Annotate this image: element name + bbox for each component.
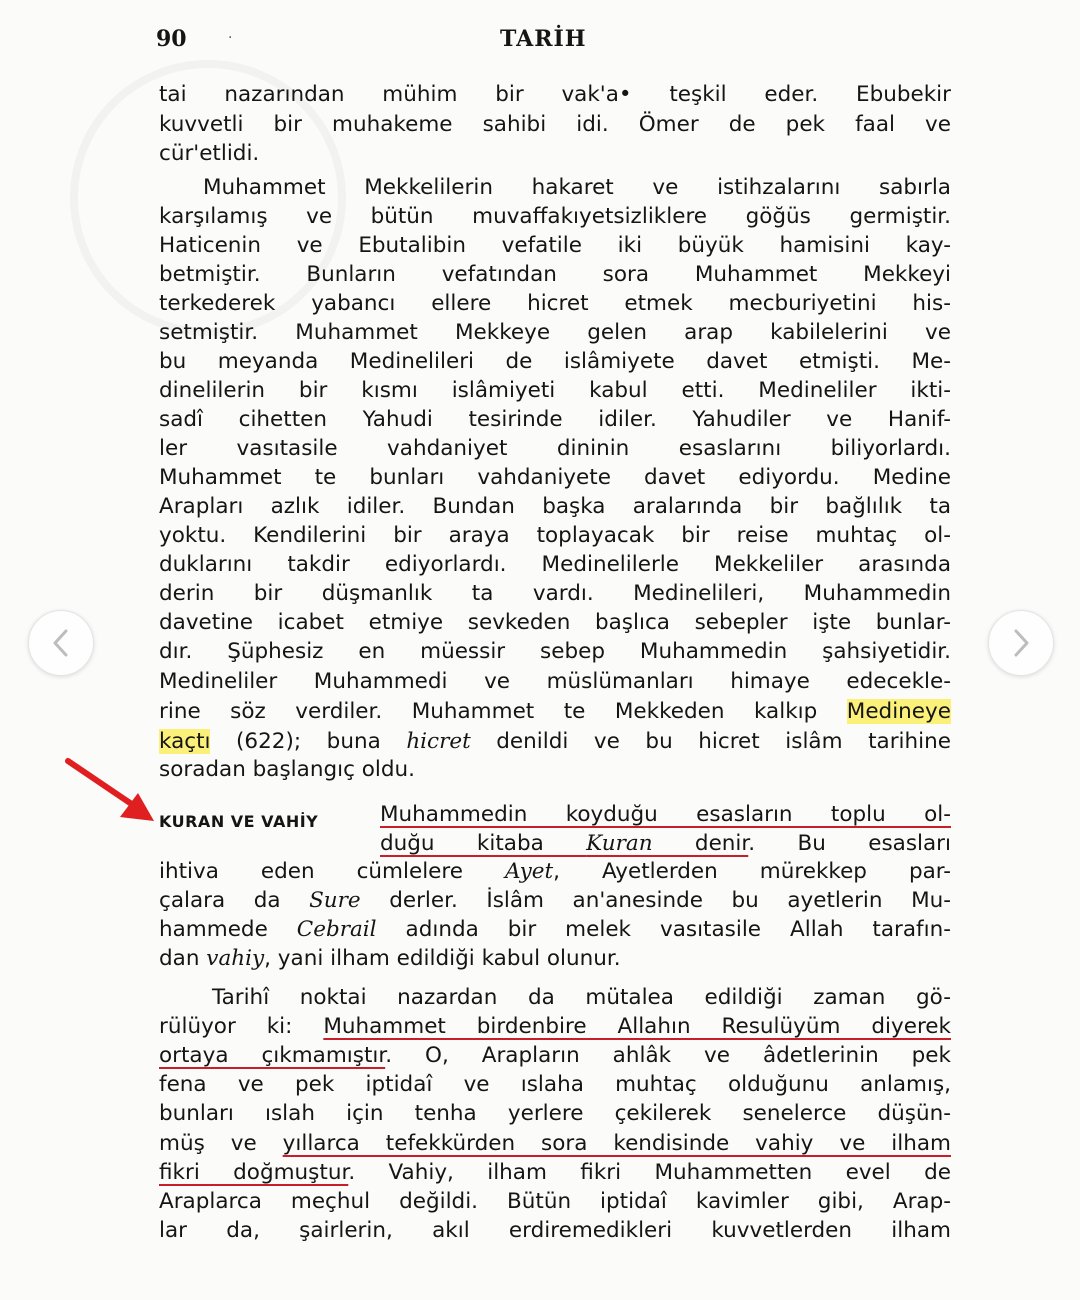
line-text: hammede — [159, 917, 297, 942]
underlined-text: Muhammedin koyduğu esasların toplu ol- — [380, 802, 951, 827]
text-line: setmiştir. Muhammet Mekkeye gelen arap kabilelerini ve — [159, 320, 951, 345]
line-text: rine söz verdiler. Muhammet te Mekkeden kalkıp — [159, 699, 818, 724]
text-line — [159, 1158, 951, 1187]
underlined-text: ortaya çıkmamıştır — [159, 1043, 386, 1068]
line-text: denir — [652, 831, 749, 856]
line-text: , yani ilham edildiği kabul olunur. — [264, 946, 621, 971]
previous-button[interactable] — [28, 610, 94, 676]
text-line: sadî cihetten Yahudi tesirinde idiler. Yahudiler ve Hanif- — [159, 407, 951, 432]
underlined-text: fikri doğmuştur — [159, 1160, 349, 1185]
text-line — [380, 829, 951, 858]
header-dot: · — [228, 30, 233, 46]
text-line — [159, 944, 951, 973]
text-line: cür'etlidi. — [159, 141, 260, 166]
line-text: dan — [159, 946, 207, 971]
arrow-icon — [62, 755, 162, 827]
text-line: derin bir düşmanlık ta vardı. Medinelileri, Muhammedin — [159, 581, 951, 606]
text-line: fena ve pek iptidaî ve ıslaha muhtaç olduğunu anlamış, — [159, 1072, 951, 1097]
text-line — [159, 857, 951, 886]
text-line: Medineliler Muhammedi ve müslümanları himaye edecekle- — [159, 669, 951, 694]
text-line: betmiştir. Bunların vefatından sora Muhammet Mekkeyi — [159, 262, 951, 287]
text-line: duklarını takdir ediyorlardı. Medinelilerle Mekkeliler arasında — [159, 552, 951, 577]
line-text: müş ve — [159, 1131, 283, 1156]
text-line: Arapları azlık idiler. Bundan başka aralarında bir bağlılık ta — [159, 494, 951, 519]
italic-term: Sure — [309, 888, 361, 913]
line-text: (622); buna — [210, 729, 407, 754]
page-title: TARİH — [500, 26, 587, 52]
line-text: . Bu esasları — [748, 831, 951, 856]
line-text: adında bir melek vasıtasile Allah tarafın- — [376, 917, 951, 942]
text-line — [159, 697, 951, 726]
text-line: kuvvetli bir muhakeme sahibi idi. Ömer de pek faal ve — [159, 112, 951, 137]
page-number: 90 — [156, 26, 187, 52]
text-line: dinelilerin bir kısmı islâmiyeti kabul etti. Medineliler ikti- — [159, 378, 951, 403]
text-line — [159, 727, 951, 756]
text-line: yoktu. Kendilerini bir araya toplayacak bir reise muhtaç ol- — [159, 523, 951, 548]
italic-term: Cebrail — [296, 917, 377, 942]
text-line: Tarihî noktai nazardan da mütalea edildiği zaman gö- — [212, 985, 951, 1010]
text-line: davetine icabet etmiye sevkeden başlıca sebepler işte bunlar- — [159, 610, 951, 635]
text-line — [159, 1041, 951, 1070]
text-line: soradan başlangıç oldu. — [159, 757, 415, 782]
line-text: . O, Arapların ahlâk ve âdetlerinin pek — [385, 1043, 951, 1068]
line-text: denildi ve bu hicret islâm tarihine — [470, 729, 951, 754]
italic-term: vahiy — [206, 946, 265, 971]
text-line — [159, 886, 951, 915]
line-text: ihtiva eden cümlelere — [159, 859, 505, 884]
line-text: rülüyor ki: — [159, 1014, 324, 1039]
text-line: terkederek yabancı ellere hicret etmek mecburiyetini his- — [159, 291, 951, 316]
underlined-text: Muhammet birdenbire Allahın Resulüyüm diyerek — [323, 1014, 951, 1039]
line-text: . Vahiy, ilham fikri Muhammetten evel de — [348, 1160, 951, 1185]
chevron-left-icon — [50, 628, 72, 658]
text-line: dır. Şüphesiz en müessir sebep Muhammedin şahsiyetidir. — [159, 639, 951, 664]
text-line — [159, 915, 951, 944]
text-line: ler vasıtasile vahdaniyet dininin esaslarını biliyorlardı. — [159, 436, 951, 461]
italic-term: Ayet — [505, 859, 554, 884]
line-text: derler. İslâm an'anesinde bu ayetlerin Mu- — [360, 888, 951, 913]
text-line: karşılamış ve bütün muvaffakıyetsizliklere göğüs germiştir. — [159, 204, 951, 229]
text-line: Muhammet Mekkelilerin hakaret ve istihzalarını sabırla — [203, 175, 951, 200]
chevron-right-icon — [1010, 628, 1032, 658]
text-line: bunları ıslah için tenha yerlere çekilerek senelerce düşün- — [159, 1101, 951, 1126]
line-text: çalara da — [159, 888, 310, 913]
underlined-text: yıllarca tefekkürden sora kendisinde vahiy ve ilham — [282, 1131, 951, 1156]
highlighted-text: Medineye — [846, 699, 951, 724]
text-line: Muhammet te bunları vahdaniyete davet ediyordu. Medine — [159, 465, 951, 490]
italic-term: Kuran — [586, 831, 653, 856]
underlined-text — [380, 831, 748, 856]
text-line — [159, 1129, 951, 1158]
text-line: Haticenin ve Ebutalibin vefatile iki büyük hamisini kay- — [159, 233, 951, 258]
text-line: Araplarca meçhul değildi. Bütün iptidaî kavimler gibi, Arap- — [159, 1189, 951, 1214]
text-line: bu meyanda Medinelileri de islâmiyete davet etmişti. Me- — [159, 349, 951, 374]
text-line — [380, 800, 951, 829]
line-text: duğu kitaba — [380, 831, 587, 856]
text-line — [159, 1012, 951, 1041]
text-line: tai nazarından mühim bir vak'a• teşkil eder. Ebubekir — [159, 82, 951, 107]
line-text: , Ayetlerden mürekkep par- — [553, 859, 951, 884]
text-line: lar da, şairlerin, akıl erdiremedikleri kuvvetlerden ilham — [159, 1218, 951, 1243]
next-button[interactable] — [988, 610, 1054, 676]
highlighted-text: kaçtı — [159, 729, 211, 754]
section-heading: KURAN VE VAHİY — [159, 812, 319, 831]
italic-term: hicret — [406, 729, 471, 754]
